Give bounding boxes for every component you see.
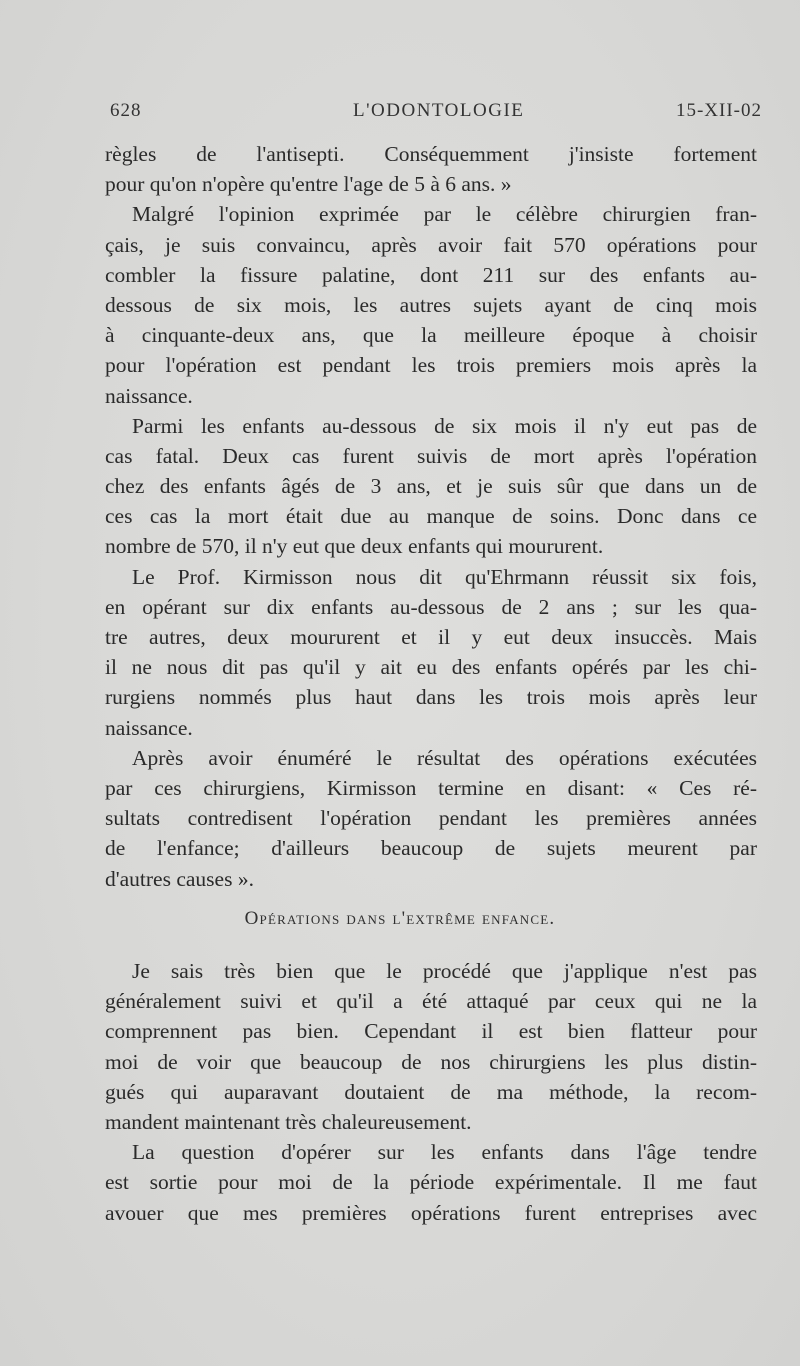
- text-line: sultats contredisent l'opération pendant les premières années: [105, 806, 757, 831]
- text-line: naissance.: [105, 383, 193, 408]
- page-header: [110, 100, 762, 130]
- text-line: en opérant sur dix enfants au-dessous de 2 ans ; sur les qua-: [105, 594, 757, 619]
- text-line: généralement suivi et qu'il a été attaqué par ceux qui ne la: [105, 989, 757, 1014]
- text-line: cas fatal. Deux cas furent suivis de mort après l'opération: [105, 443, 757, 468]
- text-line: tre autres, deux moururent et il y eut deux insuccès. Mais: [105, 625, 757, 649]
- page-number: 628: [110, 100, 142, 121]
- text-line: Parmi les enfants au-dessous de six mois il n'y eut pas de: [132, 413, 757, 438]
- text-line: nombre de 570, il n'y eut que deux enfants qui moururent.: [105, 534, 604, 559]
- text-line: rurgiens nommés plus haut dans les trois mois après leur: [105, 685, 757, 710]
- text-line: naissance.: [105, 715, 193, 740]
- text-line: par ces chirurgiens, Kirmisson termine en disant: « Ces ré-: [105, 775, 757, 800]
- text-line: avouer que mes premières opérations furent entreprises avec: [105, 1200, 757, 1225]
- text-line: comprennent pas bien. Cependant il est bien flatteur pour: [105, 1019, 757, 1044]
- text-line: à cinquante-deux ans, que la meilleure époque à choisir: [105, 323, 757, 348]
- running-title: L'ODONTOLOGIE: [353, 100, 525, 121]
- text-line: dessous de six mois, les autres sujets ayant de cinq mois: [105, 292, 757, 317]
- text-line: combler la fissure palatine, dont 211 sur des enfants au-: [105, 262, 757, 287]
- text-line: ces cas la mort était due au manque de soins. Donc dans ce: [105, 504, 757, 529]
- text-line: pour qu'on n'opère qu'entre l'age de 5 à 6 ans. »: [105, 172, 512, 197]
- body-text-part1: [105, 139, 757, 894]
- text-line: La question d'opérer sur les enfants dans l'âge tendre: [132, 1140, 757, 1165]
- section-title: Opérations dans l'extrême enfance.: [244, 908, 556, 929]
- text-line: çais, je suis convaincu, après avoir fait 570 opérations pour: [105, 232, 757, 257]
- text-line: Le Prof. Kirmisson nous dit qu'Ehrmann réussit six fois,: [132, 564, 757, 589]
- text-line: Après avoir énuméré le résultat des opérations exécutées: [132, 745, 757, 770]
- issue-date: 15-XII-02: [675, 100, 762, 121]
- text-line: il ne nous dit pas qu'il y ait eu des enfants opérés par les chi-: [105, 655, 757, 680]
- text-line: Malgré l'opinion exprimée par le célèbre chirurgien fran-: [132, 202, 757, 227]
- text-line: Je sais très bien que le procédé que j'applique n'est pas: [132, 959, 757, 983]
- text-line: pour l'opération est pendant les trois premiers mois après la: [105, 353, 757, 378]
- text-line: d'autres causes ».: [105, 866, 254, 891]
- body-text-part2: [105, 956, 757, 1228]
- text-line: de l'enfance; d'ailleurs beaucoup de sujets meurent par: [105, 836, 757, 861]
- text-line: moi de voir que beaucoup de nos chirurgiens les plus distin-: [105, 1049, 757, 1074]
- text-line: est sortie pour moi de la période expérimentale. Il me faut: [105, 1170, 757, 1195]
- text-line: gués qui auparavant doutaient de ma méthode, la recom-: [105, 1079, 757, 1104]
- text-line: mandent maintenant très chaleureusement.: [105, 1109, 472, 1134]
- text-line: règles de l'antisepti. Conséquemment j'insiste fortement: [105, 142, 757, 166]
- text-line: chez des enfants âgés de 3 ans, et je suis sûr que dans un de: [105, 474, 757, 499]
